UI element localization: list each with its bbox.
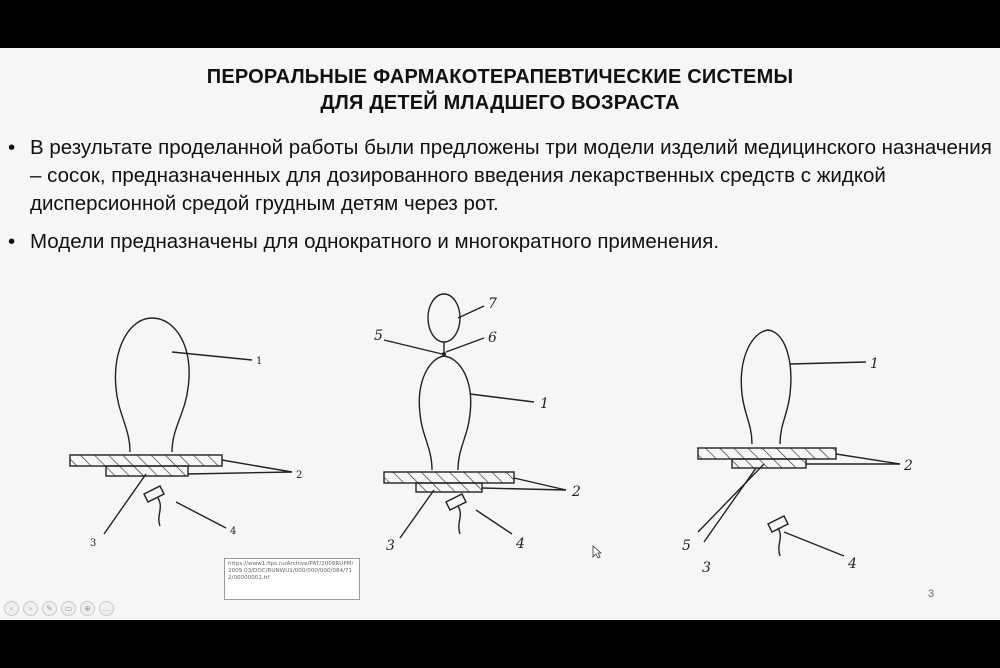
prev-icon[interactable]: ‹: [4, 601, 19, 616]
slide: [0, 48, 1000, 620]
flange-bottom: [106, 466, 188, 476]
title-line-2: ДЛЯ ДЕТЕЙ МЛАДШЕГО ВОЗРАСТА: [320, 92, 680, 114]
source-url-note: https://www1.fips.ru/Archive/PAT/2009RUPM/2009.03/DOC/RUNWU1/000/000/000/084/712/00000001.tif: [224, 558, 360, 600]
next-icon[interactable]: ›: [23, 601, 38, 616]
pacifier-model-1-drawing: [60, 308, 320, 548]
flange-top-2: [384, 472, 514, 483]
flange-top-3: [698, 448, 836, 459]
more-icon[interactable]: …: [99, 601, 114, 616]
flange-top: [70, 455, 222, 466]
bullet-item-2: • Модели предназначены для однократного и многократного применения.: [8, 228, 998, 256]
zoom-icon[interactable]: ⊕: [80, 601, 95, 616]
fig3-label-2: 2: [904, 458, 913, 474]
dosing-capsule: [428, 294, 460, 342]
fig2-label-6: 6: [488, 330, 497, 346]
fig1-label-3: 3: [90, 538, 97, 549]
page-number: 3: [928, 588, 935, 600]
copy-icon[interactable]: ▭: [61, 601, 76, 616]
pacifier-bulb: [115, 318, 189, 452]
fig1-label-1: 1: [256, 356, 263, 367]
mouse-pointer-icon: [592, 545, 602, 559]
fig1-label-4: 4: [230, 526, 237, 537]
fig2-label-5: 5: [374, 328, 383, 344]
fig2-label-7: 7: [488, 296, 497, 312]
flange-bottom-2: [416, 483, 482, 492]
fig3-label-4: 4: [848, 556, 857, 572]
fig2-label-3: 3: [386, 538, 395, 554]
pacifier-bulb-2: [419, 356, 470, 470]
flange-bottom-3: [732, 459, 806, 468]
bullet-list: [8, 134, 998, 266]
fig2-label-4: 4: [516, 536, 525, 552]
slide-title: [0, 64, 1000, 116]
pacifier-model-2-drawing: [360, 284, 620, 554]
fig2-label-1: 1: [540, 396, 549, 412]
fig3-label-5: 5: [682, 538, 691, 554]
pacifier-bulb-3: [741, 330, 791, 444]
slideshow-toolbar: [4, 601, 114, 616]
fig1-label-2: 2: [296, 470, 303, 481]
valve-tube: [144, 486, 164, 502]
fig3-label-3: 3: [702, 560, 711, 576]
title-line-1: ПЕРОРАЛЬНЫЕ ФАРМАКОТЕРАПЕВТИЧЕСКИЕ СИСТЕМЫ: [206, 66, 794, 88]
pacifier-model-3-drawing: [680, 324, 940, 576]
bullet-item-1: • В результате проделанной работы были предложены три модели изделий медицинского назначения – сосок, предназначенных для дозированного введения лекарственных средств с жидкой дисперсионной средой грудным детям через рот.: [8, 134, 998, 218]
fig3-label-1: 1: [870, 356, 879, 372]
fig2-label-2: 2: [572, 484, 581, 500]
pen-icon[interactable]: ✎: [42, 601, 57, 616]
